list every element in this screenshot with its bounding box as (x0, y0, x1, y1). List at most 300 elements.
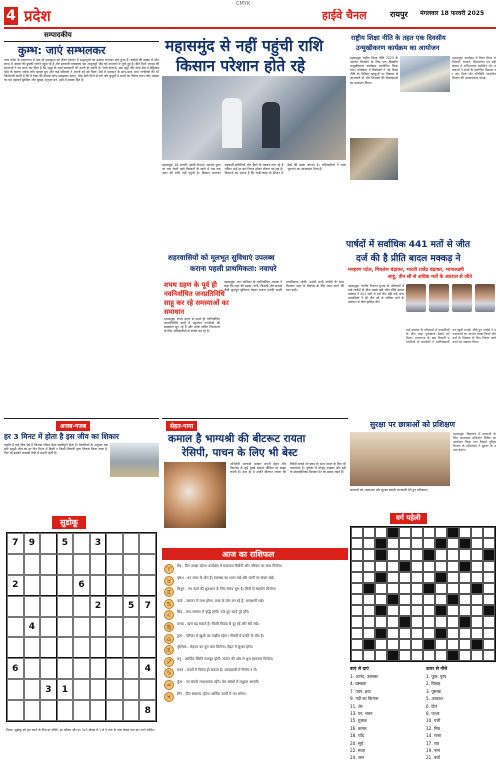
crossword-clue: 21. वर्षा (426, 755, 440, 761)
crossword-cell[interactable] (423, 616, 435, 627)
portrait (429, 284, 449, 312)
crossword-cell[interactable] (423, 549, 435, 560)
sudoku-cell[interactable] (57, 554, 74, 575)
crossword-down-list (426, 673, 496, 762)
crossword-cell[interactable] (471, 605, 483, 616)
zodiac-icon: ♐ (164, 657, 174, 667)
sudoku-cell[interactable]: 5 (123, 596, 140, 617)
councillor-headline-line2: दर्ज की है प्रीति बादल मक्कड़ ने (356, 254, 461, 264)
crossword-clue: 3. पुस्तक (426, 688, 441, 694)
crossword-cell[interactable] (351, 572, 363, 583)
sudoku-cell[interactable] (73, 700, 90, 721)
sudoku-cell[interactable] (106, 575, 123, 596)
horoscope-item (164, 599, 346, 609)
horoscope-item (164, 610, 346, 620)
sudoku-cell[interactable]: 2 (7, 575, 24, 596)
sudoku-cell[interactable]: 3 (40, 679, 57, 700)
sudoku-cell[interactable] (139, 617, 156, 638)
crossword-cell[interactable] (387, 538, 399, 549)
crossword-cell[interactable] (375, 583, 387, 594)
crossword-cell[interactable] (423, 538, 435, 549)
sudoku-cell[interactable]: 7 (7, 533, 24, 554)
left-feature-headline: हर 3 मिनट में होता है इस जीव का शिकार (4, 432, 119, 441)
masthead (0, 0, 500, 30)
crossword-cell[interactable] (399, 650, 411, 661)
sudoku-cell[interactable] (40, 533, 57, 554)
oath-body: महासमुंद। शपथ ग्रहण से पहले ही नवनिर्वाचित जनप्रतिनिधि वार्डों में पहुंचकर नागरिकों की समस्याएं सुन रहे हैं और उनके त्वरित निराकरण के लिए अधिकारियों से संपर्क कर रहे हैं। (164, 317, 220, 334)
horoscope-item (164, 680, 346, 690)
zodiac-icon: ♓ (164, 692, 174, 702)
crossword-cell[interactable] (447, 616, 459, 627)
zodiac-icon: ♈ (164, 564, 174, 574)
crossword-cell[interactable] (471, 549, 483, 560)
sudoku-cell[interactable] (106, 679, 123, 700)
sudoku-cell[interactable] (24, 596, 41, 617)
crossword-cell[interactable] (375, 561, 387, 572)
health-feature-body: अभिनेत्री भाग्यश्री अक्सर अपनी सेहत और फिटनेस से जुड़े नुस्खे सोशल मीडिया पर साझा करती हैं। हाल ही में उन्होंने बीटरूट रायता की रेसिपी बताई जो स्वाद के साथ पाचन के लिए भी फायदेमंद है। चुकंदर में मौजूद फाइबर और दही के प्रोबायोटिक्स मिलकर पेट को स्वस्थ रखते हैं। (230, 462, 346, 475)
horoscope-item (164, 564, 346, 574)
sudoku-cell[interactable] (123, 533, 140, 554)
crossword-cell[interactable] (363, 527, 375, 538)
crossword-cell[interactable] (387, 639, 399, 650)
crossword-clue: 6. दिन (426, 703, 437, 709)
horoscope-text: तुला - परिवार में खुशी का माहौल रहेगा। नौकरी में प्रगति के योग हैं। (177, 633, 264, 638)
zodiac-icon: ♏ (164, 645, 174, 655)
crossword-cell[interactable] (411, 583, 423, 594)
health-headline-line1: कमाल है भाग्यश्री की बीटरूट रायता (168, 433, 306, 445)
sudoku-cell[interactable] (24, 637, 41, 658)
crossword-grid[interactable] (350, 526, 496, 662)
sudoku-cell[interactable] (139, 554, 156, 575)
sudoku-cell[interactable] (106, 533, 123, 554)
crossword-cell[interactable] (351, 594, 363, 605)
crossword-cell[interactable] (447, 628, 459, 639)
crossword-cell[interactable] (483, 594, 495, 605)
sudoku-cell[interactable] (57, 575, 74, 596)
sudoku-cell[interactable]: 7 (139, 596, 156, 617)
sudoku-cell[interactable] (40, 637, 57, 658)
sudoku-cell[interactable] (73, 637, 90, 658)
crossword-cell[interactable] (459, 583, 471, 594)
crossword-cell[interactable] (423, 583, 435, 594)
sudoku-cell[interactable] (123, 700, 140, 721)
zodiac-icon: ♒ (164, 680, 174, 690)
crossword-cell[interactable] (375, 594, 387, 605)
health-feature-label: सेहत-नामा (166, 421, 197, 431)
crossword-cell[interactable] (363, 650, 375, 661)
crossword-cell[interactable] (447, 594, 459, 605)
sudoku-cell[interactable] (106, 658, 123, 679)
sudoku-cell[interactable]: 3 (90, 533, 107, 554)
crossword-cell[interactable] (375, 527, 387, 538)
sudoku-cell[interactable] (57, 637, 74, 658)
sudoku-cell[interactable] (90, 575, 107, 596)
oath-headline-line2: नवनिर्वाचित जनप्रतिनिधि (164, 290, 225, 298)
sudoku-cell[interactable] (24, 575, 41, 596)
sudoku-cell[interactable]: 2 (90, 596, 107, 617)
crossword-cell[interactable] (483, 583, 495, 594)
sudoku-cell[interactable] (7, 554, 24, 575)
crossword-cell[interactable] (411, 572, 423, 583)
crossword-cell[interactable] (387, 628, 399, 639)
crossword-cell[interactable] (375, 639, 387, 650)
crossword-cell[interactable] (399, 549, 411, 560)
crossword-cell[interactable] (411, 628, 423, 639)
sudoku-cell[interactable] (123, 658, 140, 679)
left-feature (4, 418, 159, 512)
sudoku-cell[interactable] (123, 637, 140, 658)
crossword-cell[interactable] (363, 583, 375, 594)
sudoku-grid[interactable] (6, 532, 157, 722)
sudoku-cell[interactable] (24, 554, 41, 575)
sudoku-cell[interactable]: 5 (57, 533, 74, 554)
crossword-cell[interactable] (399, 583, 411, 594)
crossword-cell[interactable] (447, 538, 459, 549)
crossword-cell[interactable] (459, 527, 471, 538)
sudoku-cell[interactable] (40, 575, 57, 596)
crossword-cell[interactable] (471, 538, 483, 549)
crossword-cell[interactable] (375, 605, 387, 616)
crossword-cell[interactable] (423, 605, 435, 616)
sudoku-cell[interactable] (106, 596, 123, 617)
crossword-cell[interactable] (459, 628, 471, 639)
sudoku-cell[interactable] (57, 700, 74, 721)
crossword-cell[interactable] (399, 639, 411, 650)
crossword-cell[interactable] (363, 561, 375, 572)
crossword-cell[interactable] (459, 561, 471, 572)
crossword-cell[interactable] (375, 572, 387, 583)
crossword-cell[interactable] (471, 628, 483, 639)
crossword-cell[interactable] (411, 561, 423, 572)
crossword-cell[interactable] (363, 639, 375, 650)
portrait (406, 284, 426, 312)
sudoku-cell[interactable] (123, 617, 140, 638)
crossword-cell[interactable] (447, 527, 459, 538)
councillor-subhead-line2: साहू, तीन सौ से अधिक मतों के अंतराल से जीते (388, 275, 472, 280)
crossword-cell[interactable] (375, 628, 387, 639)
crossword-cell[interactable] (423, 527, 435, 538)
crossword-cell[interactable] (411, 549, 423, 560)
sudoku-cell[interactable]: 8 (139, 700, 156, 721)
crossword-cell[interactable] (471, 616, 483, 627)
crossword-clue: 7. पवन, हवा (350, 688, 371, 694)
crossword-cell[interactable] (411, 605, 423, 616)
sudoku-cell[interactable] (40, 554, 57, 575)
crossword-clue: 18. चाँद (350, 733, 364, 739)
crossword-cell[interactable] (375, 549, 387, 560)
crossword-cell[interactable] (351, 628, 363, 639)
councillor-headline-line1: पार्षदों में सर्वाधिक 441 मतों से जीत (346, 240, 470, 250)
horoscope-item (164, 692, 346, 702)
crossword-cell[interactable] (447, 561, 459, 572)
oath-headline-line1: शपथ ग्रहण के पूर्व ही (164, 281, 217, 289)
crossword-cell[interactable] (471, 561, 483, 572)
zodiac-icon: ♉ (164, 576, 174, 586)
crossword-cell[interactable] (459, 572, 471, 583)
crossword-cell[interactable] (459, 616, 471, 627)
crossword-cell[interactable] (387, 650, 399, 661)
crossword-cell[interactable] (471, 572, 483, 583)
crossword-cell[interactable] (387, 572, 399, 583)
sudoku-cell[interactable] (90, 658, 107, 679)
sudoku-cell[interactable] (7, 596, 24, 617)
crossword-cell[interactable] (423, 572, 435, 583)
sudoku-cell[interactable] (57, 658, 74, 679)
crossword-cell[interactable] (435, 605, 447, 616)
crossword-cell[interactable] (363, 605, 375, 616)
horoscope-text: कन्या - खर्च बढ़ सकते हैं। किसी विवाद से दूर रहें और धैर्य रखें। (177, 621, 260, 626)
crossword-cell[interactable] (399, 605, 411, 616)
crossword-cell[interactable] (363, 616, 375, 627)
crossword-clue: 20. सूर्य (350, 740, 364, 746)
crossword-clue: 12. मित्र (426, 725, 440, 731)
crossword-cell[interactable] (387, 549, 399, 560)
crossword-cell[interactable] (423, 561, 435, 572)
crossword-cell[interactable] (423, 628, 435, 639)
sudoku-cell[interactable] (73, 533, 90, 554)
crossword-cell[interactable] (375, 616, 387, 627)
sudoku-cell[interactable] (73, 658, 90, 679)
issue-date: मंगलवार 18 फरवरी 2025 (420, 10, 485, 17)
crossword-clue: 10. पत्ती (426, 718, 441, 724)
crossword-cell[interactable] (435, 527, 447, 538)
sudoku-cell[interactable] (73, 679, 90, 700)
sudoku-cell[interactable]: 9 (24, 533, 41, 554)
crossword-cell[interactable] (351, 616, 363, 627)
crossword-cell[interactable] (471, 639, 483, 650)
crossword-clue: 13. घर, भवन (350, 711, 373, 717)
sudoku-cell[interactable] (139, 679, 156, 700)
crossword-cell[interactable] (399, 616, 411, 627)
sudoku-cell[interactable] (90, 679, 107, 700)
crossword-cell[interactable] (447, 650, 459, 661)
crossword-cell[interactable] (411, 616, 423, 627)
crossword-clue: 19. नाम (426, 748, 440, 754)
sudoku-rules: नियम: सुडोकू को हल करने के लिए हर पंक्ति, हर कॉलम और हर 3x3 बॉक्स में 1 से 9 तक के अंक केवल एक बार आने चाहिए। (6, 728, 155, 732)
crossword-cell[interactable] (411, 527, 423, 538)
crossword-cell[interactable] (423, 594, 435, 605)
right-top-body: महासमुंद। राष्ट्रीय शिक्षा नीति 2020 के अंतर्गत शिक्षकों के लिए एक दिवसीय उन्मुखीकरण कार्यक्रम आयोजित किया गया। कार्यक्रम में विशेषज्ञों ने नई शिक्षा नीति के विभिन्न पहलुओं पर विस्तार से जानकारी दी और शिक्षकों की जिज्ञासाओं का समाधान किया। (350, 56, 398, 85)
sudoku-cell[interactable] (40, 658, 57, 679)
crossword-cell[interactable] (435, 583, 447, 594)
sudoku-cell[interactable]: 6 (73, 575, 90, 596)
crossword (350, 512, 496, 777)
zodiac-icon: ♊ (164, 587, 174, 597)
sudoku-cell[interactable] (7, 637, 24, 658)
crossword-cell[interactable] (483, 572, 495, 583)
exam-caption: छात्राओं को आत्मरक्षा और सुरक्षा संबंधी जानकारी देते हुए प्रशिक्षक। (350, 488, 428, 492)
crossword-cell[interactable] (399, 527, 411, 538)
horoscope-title: आज का राशिफल (222, 550, 275, 559)
crossword-cell[interactable] (483, 527, 495, 538)
sudoku-cell[interactable] (7, 700, 24, 721)
crossword-cell[interactable] (399, 594, 411, 605)
sudoku-cell[interactable] (106, 554, 123, 575)
urban-headline-line2: कराना पहली प्राथमिकता: नवाघरे (190, 264, 277, 273)
crossword-cell[interactable] (435, 594, 447, 605)
councillor-subhead-line1: मनहरण पटेल, मिथलेश चंद्राकर, भारती राजेंद्र चंद्राकर, भाग्यलक्ष्मी (348, 268, 464, 273)
brand-top: CMYK (236, 1, 251, 7)
left-feature-label: अजब-गजब (56, 421, 90, 431)
crossword-cell[interactable] (447, 583, 459, 594)
crossword-cell[interactable] (471, 594, 483, 605)
crossword-cell[interactable] (459, 549, 471, 560)
crossword-cell[interactable] (399, 628, 411, 639)
sudoku-cell[interactable] (90, 554, 107, 575)
crossword-cell[interactable] (399, 561, 411, 572)
sudoku-cell[interactable]: 4 (24, 617, 41, 638)
crossword-cell[interactable] (447, 605, 459, 616)
crossword-clue: 1. फूल, पुष्प (426, 674, 447, 679)
crossword-cell[interactable] (435, 572, 447, 583)
crossword-cell[interactable] (447, 639, 459, 650)
crossword-cell[interactable] (471, 527, 483, 538)
sudoku-cell[interactable]: 4 (139, 658, 156, 679)
crossword-cell[interactable] (435, 628, 447, 639)
crossword-title: वर्ग पहेली (390, 513, 427, 524)
crossword-cell[interactable] (387, 616, 399, 627)
crossword-cell[interactable] (411, 650, 423, 661)
crossword-cell[interactable] (435, 616, 447, 627)
crossword-cell[interactable] (435, 549, 447, 560)
sudoku-cell[interactable] (7, 617, 24, 638)
main-headline-line2: किसान परेशान होते रहे (176, 57, 306, 75)
crossword-cell[interactable] (411, 538, 423, 549)
horoscope-text: धनु - आर्थिक स्थिति मजबूत होगी। संतान की ओर से शुभ समाचार मिलेगा। (177, 656, 274, 661)
crossword-cell[interactable] (423, 639, 435, 650)
sudoku-cell[interactable] (7, 679, 24, 700)
crossword-cell[interactable] (351, 583, 363, 594)
councillor-filler: वार्ड क्रमांक के परिणामों में प्रत्याशियों के बीच कड़ा मुकाबला देखने को मिला। मतगणना के बाद विजयी प्रत्याशियों के समर्थकों ने आतिशबाजी कर खुशी मनाई। जीते हुए पार्षदों ने मतदाताओं का आभार व्यक्त किया और वार्ड के विकास के लिए निरंतर कार्य करने का संकल्प लिया। (406, 328, 496, 345)
crossword-cell[interactable] (411, 594, 423, 605)
crossword-clue: 8. पत्थर (426, 711, 440, 717)
right-top-photo-2 (350, 138, 398, 180)
sudoku-cell[interactable] (40, 700, 57, 721)
sudoku-cell[interactable] (106, 637, 123, 658)
sudoku-cell[interactable] (106, 700, 123, 721)
city-name: रायपुर (390, 10, 408, 19)
crossword-cell[interactable] (471, 650, 483, 661)
sudoku-cell[interactable] (90, 637, 107, 658)
crossword-cell[interactable] (363, 594, 375, 605)
sudoku-cell[interactable] (106, 617, 123, 638)
crossword-cell[interactable] (351, 605, 363, 616)
crossword-clue: 11. शेर (350, 703, 363, 709)
crossword-cell[interactable] (459, 605, 471, 616)
crossword-cell[interactable] (387, 561, 399, 572)
sudoku-cell[interactable] (40, 596, 57, 617)
crossword-cell[interactable] (375, 650, 387, 661)
crossword-cell[interactable] (363, 628, 375, 639)
crossword-cell[interactable] (363, 549, 375, 560)
crossword-cell[interactable] (387, 594, 399, 605)
crossword-cell[interactable] (435, 650, 447, 661)
crossword-cell[interactable] (411, 639, 423, 650)
crossword-cell[interactable] (435, 561, 447, 572)
crossword-cell[interactable] (351, 527, 363, 538)
editorial-headline: कुम्भ: जाएं सम्भलकर (18, 44, 106, 57)
page-number-badge (4, 7, 18, 25)
crossword-cell[interactable] (459, 594, 471, 605)
crossword-cell[interactable] (423, 650, 435, 661)
main-story-body: महासमुंद, 18 फरवरी (हाईवे चैनल)। समर्थन मूल्य पर धान बेचने वाले किसानों के खाते में अब तक अंतर की राशि नहीं पहुंची है। किसान लगातार सहकारी समितियों और बैंकों के चक्कर लगा रहे हैं लेकिन उन्हें हर बार निराश होकर लौटना पड़ रहा है। किसानों का कहना है कि शादी-ब्याह के सीजन में पैसों की सख्त जरूरत है। अधिकारियों ने जल्द भुगतान का आश्वासन दिया है। (162, 163, 346, 176)
crossword-cell[interactable] (483, 650, 495, 661)
crossword-cell[interactable] (483, 616, 495, 627)
crossword-cell[interactable] (483, 538, 495, 549)
sudoku-cell[interactable] (139, 637, 156, 658)
sudoku-cell[interactable]: 6 (7, 658, 24, 679)
horoscope-item (164, 622, 346, 632)
sudoku-cell[interactable] (73, 617, 90, 638)
crossword-cell[interactable] (459, 650, 471, 661)
crossword-cell[interactable] (483, 628, 495, 639)
crossword-cell[interactable] (351, 538, 363, 549)
horoscope-text: मेष - दिन अच्छा रहेगा। कार्यक्षेत्र में सफलता मिलेगी और परिवार का साथ मिलेगा। (177, 564, 283, 568)
sudoku-cell[interactable]: 1 (57, 679, 74, 700)
crossword-cell[interactable] (387, 605, 399, 616)
crossword-cell[interactable] (351, 650, 363, 661)
sudoku-cell[interactable] (24, 679, 41, 700)
crossword-cell[interactable] (483, 639, 495, 650)
sudoku-cell[interactable] (24, 658, 41, 679)
crossword-cell[interactable] (399, 538, 411, 549)
editorial-body: उत्तर प्रदेश के प्रयागराज में चल रहे महाकुम्भ को लेकर देशभर में श्रद्धालुओं का उत्साह लगातार बना हुआ है। करोड़ों की संख्या में लोग संगम में आस्था की डुबकी लगाने पहुंच रहे हैं और सरकारी व्यवस्थाएं इस अभूतपूर्व भीड़ को संभालने में जुटी हुई हैं। बीते दिनों भगदड़ की घटनाओं ने यह साफ कर दिया है कि श्रद्धा के साथ सावधानी भी उतनी ही जरूरी है। रेलवे स्टेशनों, बस अड्डों और मेला क्षेत्र में बेहिसाब भीड़ के कारण अनेक लोग घायल हुए और कई परिवारों ने अपनों को खो दिया। ऐसे में प्रशासन के साथ-साथ आम नागरिकों की भी जिम्मेदारी बनती है कि वे यात्रा की योजना सोच-समझकर बनाएं, भीड़ वाले दिनों से बचें और बुजुर्गों व बच्चों का विशेष ध्यान रखें। आस्था का यह महापर्व सुरक्षित और सुखद अनुभव बने, इसी में सबका हित है। (4, 58, 159, 83)
crossword-cell[interactable] (375, 538, 387, 549)
exam-headline: सुरक्षा पर छात्राओं को प्रशिक्षण (370, 420, 456, 429)
crossword-cell[interactable] (351, 561, 363, 572)
sudoku-cell[interactable] (139, 575, 156, 596)
horoscope-item (164, 645, 346, 655)
crossword-cell[interactable] (483, 549, 495, 560)
horoscope-text: कुंभ - नए संपर्क लाभदायक रहेंगे। प्रेम संबंधों में मधुरता आएगी। (177, 679, 260, 684)
crossword-cell[interactable] (447, 572, 459, 583)
crossword-cell[interactable] (483, 561, 495, 572)
crossword-cell[interactable] (483, 605, 495, 616)
crossword-cell[interactable] (459, 639, 471, 650)
sudoku-cell[interactable] (123, 575, 140, 596)
sudoku-cell[interactable] (123, 554, 140, 575)
sudoku-cell[interactable] (73, 554, 90, 575)
crossword-cell[interactable] (387, 527, 399, 538)
crossword-cell[interactable] (387, 583, 399, 594)
sudoku-cell[interactable] (139, 533, 156, 554)
horoscope-text: सिंह - मान-सम्मान में वृद्धि होगी। रुके हुए कार्य पूरे होंगे। (177, 610, 250, 615)
sudoku-cell[interactable] (90, 700, 107, 721)
crossword-cell[interactable] (435, 538, 447, 549)
crossword-cell[interactable] (471, 583, 483, 594)
sudoku-cell[interactable] (73, 596, 90, 617)
crossword-cell[interactable] (447, 549, 459, 560)
crossword-cell[interactable] (363, 572, 375, 583)
crossword-clue: 14. राजा (426, 733, 441, 739)
sudoku-cell[interactable] (24, 700, 41, 721)
crossword-clue: 5. आकाश (426, 696, 443, 702)
crossword-cell[interactable] (351, 639, 363, 650)
sudoku-cell[interactable] (57, 617, 74, 638)
crossword-down-title: ऊपर से नीचे (426, 667, 448, 672)
sudoku (4, 514, 159, 777)
sudoku-cell[interactable] (57, 596, 74, 617)
sudoku-cell[interactable] (90, 617, 107, 638)
crossword-cell[interactable] (363, 538, 375, 549)
horoscope-item (164, 634, 346, 644)
sudoku-cell[interactable] (123, 679, 140, 700)
crossword-cell[interactable] (399, 572, 411, 583)
crossword-cell[interactable] (351, 549, 363, 560)
crossword-cell[interactable] (459, 538, 471, 549)
sudoku-cell[interactable] (40, 617, 57, 638)
crossword-cell[interactable] (435, 639, 447, 650)
